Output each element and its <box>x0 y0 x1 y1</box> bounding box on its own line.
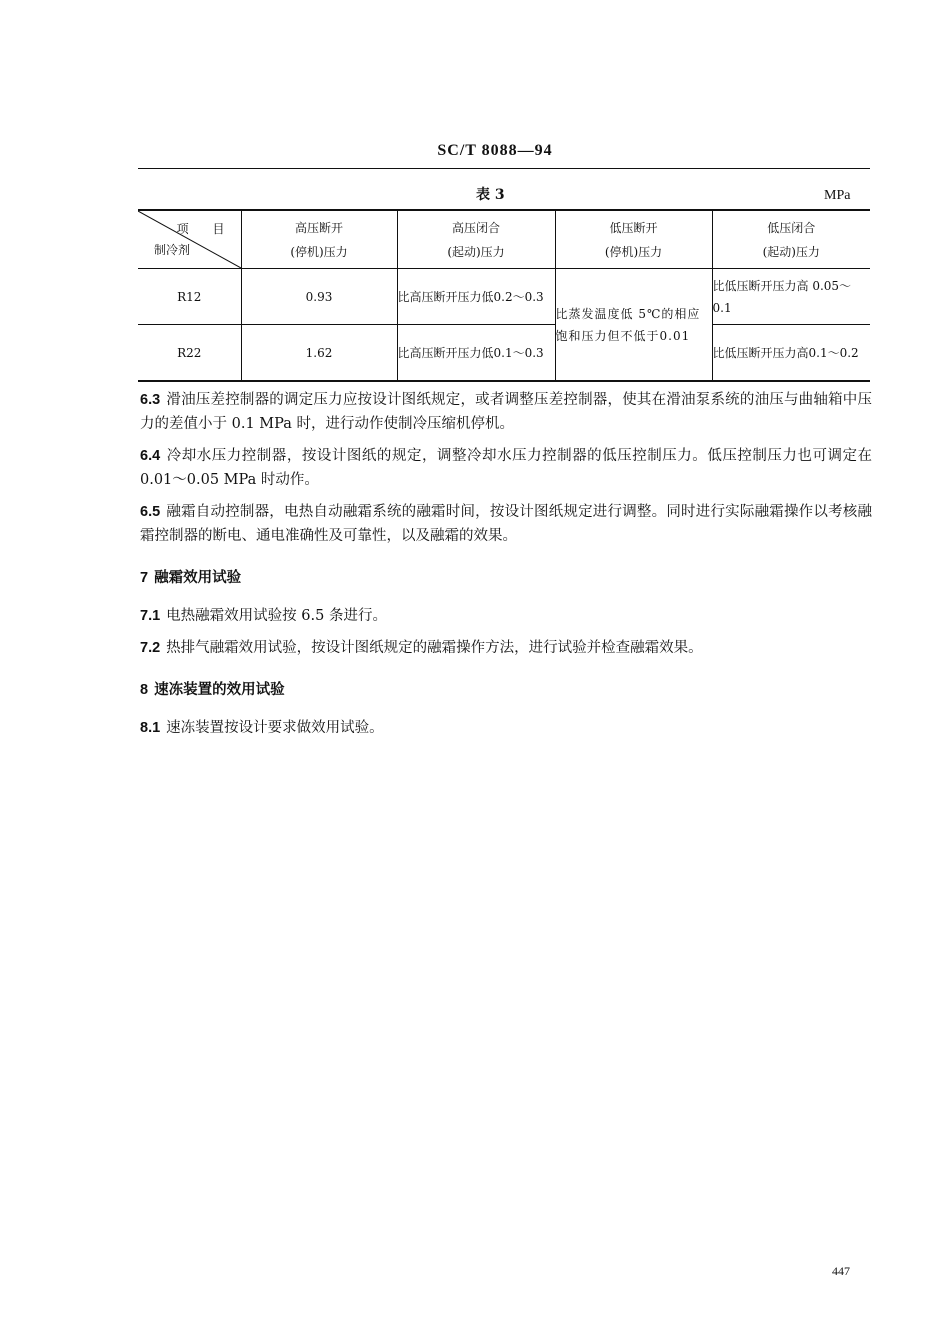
hp-open-cell: 0.93 <box>241 269 397 325</box>
column-header-lp-close: 低压闭合 (起动)压力 <box>712 210 870 269</box>
clause-text: 融霜自动控制器，电热自动融霜系统的融霜时间，按设计图纸规定进行调整。同时进行实际融霜操作以考核融霜控制器的断电、通电准确性及可靠性，以及融霜的效果。 <box>140 504 872 544</box>
lp-close-cell: 比低压断开压力高0.1～0.2 <box>712 325 870 382</box>
clause-number: 6.4 <box>140 448 161 464</box>
clause-6-3 <box>140 388 872 436</box>
table-unit: MPa <box>824 188 851 203</box>
refrigerant-cell: R12 <box>138 269 241 325</box>
clause-8-1 <box>140 716 872 740</box>
table-row <box>138 269 870 325</box>
clause-text: 滑油压差控制器的调定压力应按设计图纸规定，或者调整压差控制器，使其在滑油泵系统的油压与曲轴箱中压力的差值小于 0.1 MPa 时，进行动作使制冷压缩机停机。 <box>140 392 872 432</box>
clause-7-2 <box>140 636 872 660</box>
section-number: 7 <box>140 570 149 586</box>
lp-open-merged-cell: 比蒸发温度低 5℃的相应饱和压力但不低于0.01 <box>555 269 712 382</box>
hp-close-cell: 比高压断开压力低0.2～0.3 <box>397 269 555 325</box>
corner-item-label: 项 目 <box>176 222 235 236</box>
section-heading-7 <box>140 566 872 590</box>
clause-number: 7.1 <box>140 608 161 624</box>
table-header-row <box>138 210 870 269</box>
clause-text: 冷却水压力控制器，按设计图纸的规定，调整冷却水压力控制器的低压控制压力。低压控制压力也可调定在 0.01～0.05 MPa 时动作。 <box>140 448 872 488</box>
clause-number: 6.3 <box>140 392 161 408</box>
corner-refrigerant-label: 制冷剂 <box>154 243 191 257</box>
standard-code: SC/T 8088—94 <box>437 142 553 159</box>
section-title: 速冻装置的效用试验 <box>154 681 285 698</box>
header-rule <box>138 168 870 169</box>
clause-7-1 <box>140 604 872 628</box>
column-header-hp-close: 高压闭合 (起动)压力 <box>397 210 555 269</box>
hp-close-cell: 比高压断开压力低0.1～0.3 <box>397 325 555 382</box>
clause-number: 7.2 <box>140 640 161 656</box>
page-number: 447 <box>832 1264 850 1278</box>
table-row <box>138 325 870 382</box>
clause-text: 热排气融霜效用试验，按设计图纸规定的融霜操作方法，进行试验并检查融霜效果。 <box>166 640 703 656</box>
refrigerant-cell: R22 <box>138 325 241 382</box>
corner-header-cell <box>138 210 241 269</box>
clause-6-5 <box>140 500 872 548</box>
section-number: 8 <box>140 682 149 698</box>
document-body <box>140 388 872 748</box>
clause-text: 速冻装置按设计要求做效用试验。 <box>166 720 384 736</box>
pressure-table <box>138 209 870 382</box>
clause-number: 8.1 <box>140 720 161 736</box>
clause-6-4 <box>140 444 872 492</box>
section-title: 融霜效用试验 <box>154 569 242 586</box>
table-title: 表 3 <box>476 187 505 203</box>
hp-open-cell: 1.62 <box>241 325 397 382</box>
clause-number: 6.5 <box>140 504 161 520</box>
column-header-hp-open: 高压断开 (停机)压力 <box>241 210 397 269</box>
column-header-lp-open: 低压断开 (停机)压力 <box>555 210 712 269</box>
section-heading-8 <box>140 678 872 702</box>
clause-text: 电热融霜效用试验按 6.5 条进行。 <box>166 608 387 624</box>
lp-close-cell: 比低压断开压力高 0.05～0.1 <box>712 269 870 325</box>
